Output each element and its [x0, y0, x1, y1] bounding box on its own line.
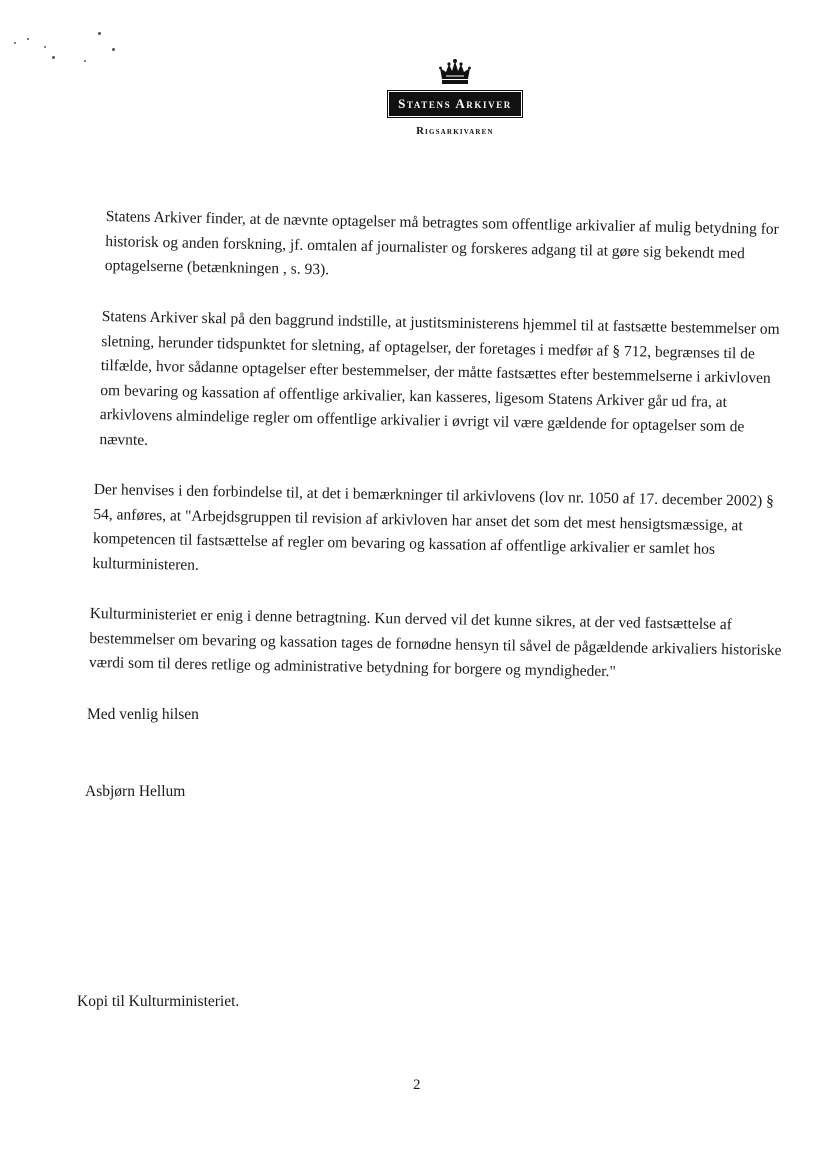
paragraph: Der henvises i den forbindelse til, at det i bemærkninger til arkivlovens (lov nr. 1050 af 17. december 2002) § 54, anføres, at "Arbejdsgruppen til revision af arkivloven har anset det som det mest hensigtsmæssige, at kompetencen til fastsættelse af regler om bevaring og kassation af offentlige arkivalier er samlet hos kulturministeren. [92, 480, 774, 573]
scan-speck [44, 46, 46, 48]
crown-icon [438, 58, 472, 88]
scan-speck [27, 38, 29, 40]
signature-name: Asbjørn Hellum [85, 783, 186, 800]
paragraph: Statens Arkiver skal på den baggrund indstille, at justitsministerens hjemmel til at fastsætte bestemmelser om sletning, herunder tidspunktet for sletning, af optagelser, der foretages i medfør af § 712, begrænses til de tilfælde, hvor sådanne optagelser efter bestemmelser, der måtte fastsættes efter bestemmelserne i arkivloven om bevaring og kassation af offentlige arkivalier, kan kasseres, ligesom Statens Arkiver går ud fra, at arkivlovens almindelige regler om offentlige arkivalier i øvrigt vil være gældende for optagelser som de nævnte. [99, 307, 780, 448]
paragraph: Kulturministeriet er enig i denne betragtning. Kun derved vil det kunne sikres, at der ved fastsættelse af bestemmelser om bevaring og kassation tages de fornødne hensyn til såvel de pågældende arkivaliers historiske værdi som til deres retlige og administrative betydning for borgere og myndigheder." [88, 604, 782, 680]
closing-salutation: Med venlig hilsen [87, 706, 199, 723]
letter-body [90, 205, 790, 701]
scan-speck [98, 32, 101, 35]
scan-speck [84, 60, 86, 62]
scan-speck [52, 56, 55, 59]
letterhead-subheading: Rigsarkivaren [416, 126, 494, 137]
letterhead-banner: Statens Arkiver [389, 92, 521, 116]
page-number: 2 [413, 1077, 421, 1093]
scan-speck [112, 48, 115, 51]
scan-speck [14, 42, 16, 44]
copy-note: Kopi til Kulturministeriet. [77, 993, 240, 1010]
paragraph: Statens Arkiver finder, at de nævnte optagelser må betragtes som offentlige arkivalier af mulig betydning for historisk og anden forskning, jf. omtalen af journalister og forskeres adgang til at gøre sig bekendt med optagelserne (betænkningen , s. 93). [104, 207, 779, 279]
letterhead [370, 58, 540, 137]
